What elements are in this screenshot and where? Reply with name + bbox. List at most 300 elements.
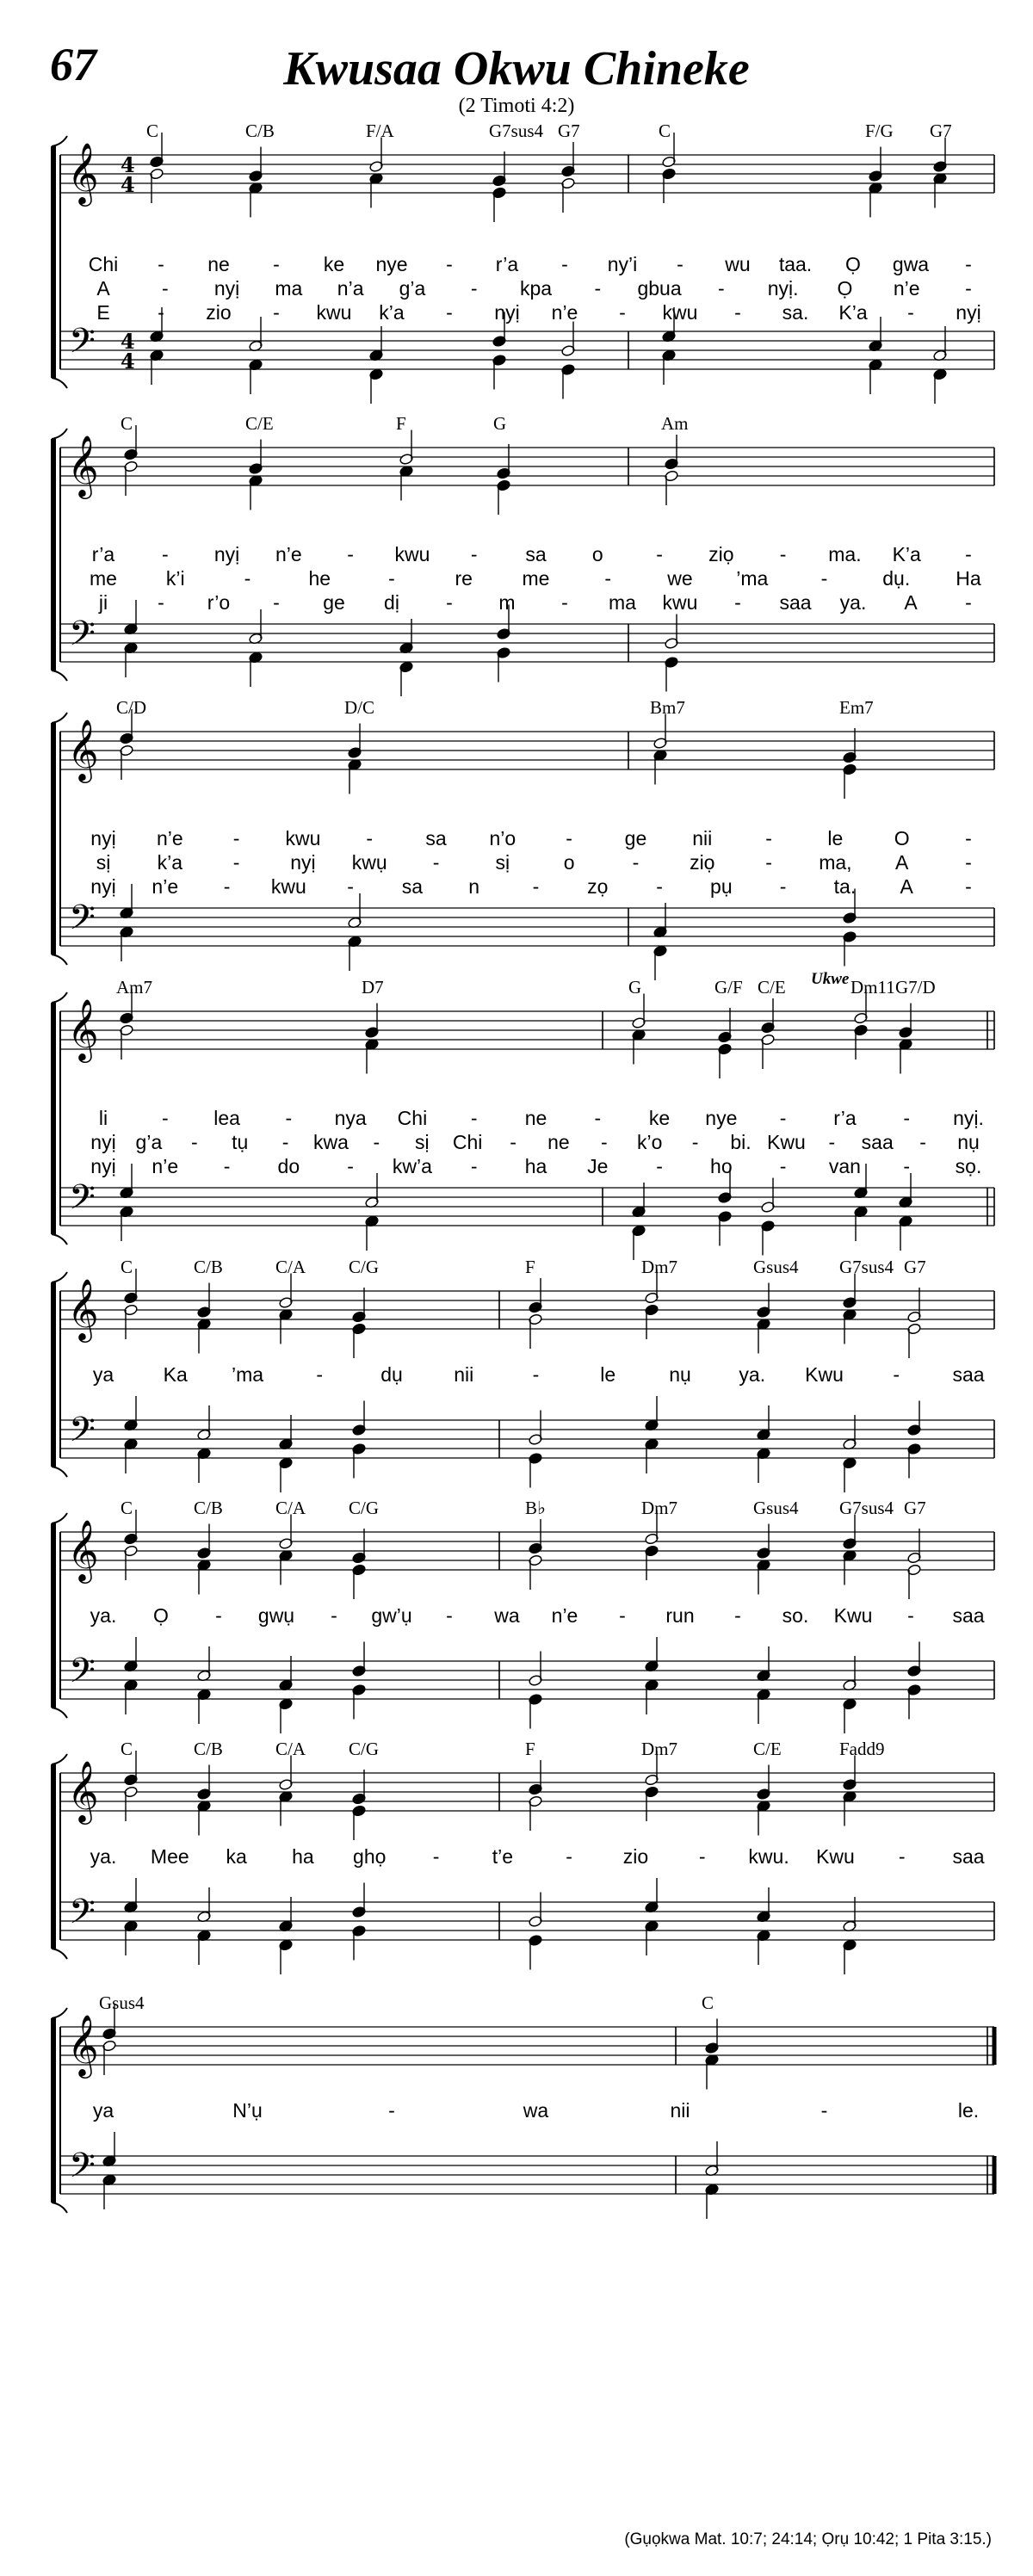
lyric-syllable: kpa <box>519 277 553 300</box>
lyric-syllable: le <box>600 1363 616 1386</box>
treble-clef-icon: 𝄞 <box>67 1277 99 1340</box>
lyric-syllable: A <box>904 591 918 614</box>
lyric-hyphen: - <box>779 875 787 898</box>
lyric-syllable: sị <box>414 1131 430 1153</box>
bass-note <box>561 322 576 357</box>
treble-note <box>662 168 677 203</box>
lyric-syllable: ho <box>710 1155 733 1177</box>
bass-note <box>653 945 668 980</box>
bass-note <box>352 1401 367 1436</box>
lyric-syllable: kwa <box>313 1131 349 1153</box>
lyric-hyphen: - <box>161 1107 169 1129</box>
bass-note <box>120 1164 134 1199</box>
bass-note <box>352 1442 367 1478</box>
bass-note <box>757 1646 771 1682</box>
chord-symbol: G7 <box>904 1257 926 1277</box>
bass-staff <box>60 331 994 369</box>
lyric-hyphen: - <box>898 1845 906 1868</box>
chord-symbol: C/E <box>758 977 786 998</box>
lyric-hyphen: - <box>907 301 914 324</box>
lyric-hyphen: - <box>158 591 164 614</box>
bass-note <box>197 1405 212 1441</box>
lyric-syllable: nyị. <box>767 277 799 300</box>
chord-symbol: G <box>628 977 642 998</box>
bass-note <box>124 1438 139 1473</box>
chord-symbol: Gsus4 <box>99 1992 145 2013</box>
bass-note <box>279 1939 294 1974</box>
lyric-syllable: sa <box>525 543 547 565</box>
bass-note <box>907 1642 922 1677</box>
lyric-syllable: ji <box>98 591 108 614</box>
lyric-syllable: saa <box>952 1363 985 1386</box>
lyric-syllable: ma <box>275 277 303 300</box>
bass-clef-icon: 𝄢 <box>69 1410 96 1458</box>
svg-text:4: 4 <box>121 172 135 197</box>
chord-symbol: Gsus4 <box>753 1498 799 1518</box>
system-bracket <box>52 2008 67 2213</box>
lyric-syllable: wa <box>494 1604 520 1627</box>
chord-symbol: C/G <box>349 1257 380 1277</box>
bass-note <box>120 1206 134 1241</box>
section-marking: Ukwe <box>811 970 850 988</box>
lyric-syllable: ny’i <box>607 253 638 275</box>
lyric-syllable: k’a <box>157 851 182 874</box>
lyric-syllable: nụ <box>669 1363 691 1386</box>
lyric-hyphen: - <box>656 543 663 565</box>
lyric-syllable: le. <box>957 2099 980 2122</box>
treble-note <box>124 1545 139 1580</box>
lyric-syllable: nii <box>454 1363 474 1386</box>
lyric-hyphen: - <box>677 253 684 275</box>
chord-symbol: C/A <box>275 1257 306 1277</box>
lyric-syllable: dị <box>384 591 399 614</box>
chord-symbol: G/F <box>714 977 743 998</box>
bass-note <box>718 1210 733 1245</box>
treble-note <box>854 1024 869 1059</box>
lyric-hyphen: - <box>965 253 972 275</box>
bass-note <box>120 884 134 919</box>
lyric-hyphen: - <box>432 1845 440 1868</box>
lyric-hyphen: - <box>446 591 453 614</box>
lyric-syllable: o <box>563 851 575 874</box>
treble-note <box>645 1545 659 1580</box>
lyric-syllable: bi. <box>730 1131 752 1153</box>
bass-note <box>369 368 384 404</box>
lyric-syllable: ma, <box>819 851 852 874</box>
treble-note <box>492 151 507 187</box>
treble-note <box>124 460 139 496</box>
lyric-syllable: sị <box>495 851 510 874</box>
chord-symbol: Am <box>661 413 689 434</box>
treble-note <box>653 749 668 784</box>
treble-note <box>757 1800 771 1835</box>
bass-note <box>124 600 139 635</box>
chord-symbol: C/B <box>194 1498 223 1518</box>
bass-clef-icon: 𝄢 <box>69 614 96 662</box>
lyric-syllable: r’a <box>91 543 115 565</box>
bass-note <box>197 1646 212 1682</box>
treble-note <box>365 1038 380 1073</box>
lyric-syllable: saa <box>952 1604 985 1627</box>
lyric-syllable: do <box>277 1155 300 1177</box>
lyric-syllable: gbua <box>637 277 682 300</box>
lyric-hyphen: - <box>470 277 478 300</box>
chord-symbol: C/G <box>349 1739 380 1759</box>
lyric-syllable: ya <box>92 1363 114 1386</box>
lyric-syllable: k’a <box>379 301 405 324</box>
music-system <box>34 970 1003 1239</box>
chord-symbol: G7sus4 <box>839 1498 894 1518</box>
bass-note <box>120 926 134 961</box>
lyric-hyphen: - <box>470 543 478 565</box>
lyric-syllable: Kwu <box>767 1131 806 1153</box>
lyric-syllable: zio <box>206 301 232 324</box>
lyric-syllable: ne <box>207 253 230 275</box>
chord-symbol: B♭ <box>525 1498 546 1518</box>
lyric-hyphen: - <box>893 1363 900 1386</box>
lyric-hyphen: - <box>594 277 602 300</box>
bass-note <box>757 1448 771 1483</box>
lyric-hyphen: - <box>470 1155 478 1177</box>
svg-text:4: 4 <box>121 349 135 374</box>
treble-note <box>645 1304 659 1339</box>
music-system <box>34 697 1003 960</box>
lyric-syllable: Ọ <box>845 253 861 275</box>
lyric-syllable: kwu <box>394 543 430 565</box>
treble-note <box>352 1770 367 1805</box>
bass-note <box>529 1893 543 1928</box>
lyric-syllable: E <box>96 301 110 324</box>
lyric-syllable: N’ụ <box>232 2099 263 2122</box>
bass-note <box>665 615 679 650</box>
hymn-number: 67 <box>50 39 96 90</box>
lyric-syllable: kwu <box>270 875 306 898</box>
lyric-syllable: saa <box>779 591 812 614</box>
bass-note <box>352 1642 367 1677</box>
lyric-syllable: Mee <box>150 1845 189 1868</box>
lyric-syllable: saa <box>861 1131 894 1153</box>
lyric-syllable: ke <box>648 1107 671 1129</box>
lyric-syllable: le <box>827 827 844 849</box>
chord-symbol: C <box>121 413 133 434</box>
staff-graphics <box>34 120 1003 383</box>
chord-symbol: C/G <box>349 1498 380 1518</box>
bass-note <box>279 1698 294 1733</box>
lyric-syllable: nyị <box>494 301 520 324</box>
lyric-syllable: lea <box>213 1107 240 1129</box>
lyric-hyphen: - <box>223 875 231 898</box>
bass-note <box>249 609 263 645</box>
lyric-hyphen: - <box>919 1131 926 1153</box>
lyric-hyphen: - <box>965 591 972 614</box>
treble-note <box>352 1288 367 1323</box>
chord-symbol: C <box>121 1739 133 1759</box>
treble-note <box>197 1318 212 1353</box>
treble-note <box>352 1529 367 1564</box>
lyric-syllable: Kwu <box>833 1604 873 1627</box>
lyric-hyphen: - <box>765 851 772 874</box>
lyric-syllable: O <box>894 827 910 849</box>
bass-note <box>124 1396 139 1431</box>
bass-note <box>365 1173 380 1208</box>
lyric-syllable: me <box>90 567 117 590</box>
lyric-syllable: ne <box>524 1107 547 1129</box>
lyric-hyphen: - <box>273 253 280 275</box>
lyric-syllable: A <box>895 851 909 874</box>
lyric-hyphen: - <box>366 827 374 849</box>
treble-note <box>352 1564 367 1599</box>
lyric-syllable: ya. <box>839 591 867 614</box>
lyric-syllable: nya <box>334 1107 367 1129</box>
bass-note <box>529 1652 543 1687</box>
lyric-syllable: nyị <box>90 875 116 898</box>
chord-symbol: Dm11 <box>851 977 895 998</box>
lyric-hyphen: - <box>594 1107 602 1129</box>
lyric-syllable: nii <box>670 2099 690 2122</box>
lyric-hyphen: - <box>561 253 568 275</box>
treble-note <box>718 1008 733 1043</box>
chord-symbol: F/G <box>865 120 894 141</box>
lyric-syllable: gwụ <box>257 1604 295 1627</box>
treble-note <box>645 1786 659 1821</box>
bass-note <box>645 1878 659 1913</box>
treble-note <box>843 728 857 763</box>
treble-note <box>124 1786 139 1821</box>
treble-clef-icon: 𝄞 <box>67 1518 99 1581</box>
bass-clef-icon: 𝄢 <box>69 321 96 369</box>
lyric-syllable: kwu <box>662 591 698 614</box>
bass-note <box>124 642 139 677</box>
lyric-hyphen: - <box>779 1107 787 1129</box>
lyric-syllable: ziọ <box>708 543 734 565</box>
lyric-syllable: sọ. <box>955 1155 982 1177</box>
lyric-syllable: re <box>455 567 473 590</box>
music-system <box>34 120 1003 383</box>
svg-text:4: 4 <box>121 329 135 354</box>
treble-note <box>561 142 576 177</box>
lyric-hyphen: - <box>691 1131 699 1153</box>
lyric-syllable: kwu <box>662 301 698 324</box>
lyric-syllable: kw’a <box>392 1155 432 1177</box>
bass-note <box>197 1887 212 1923</box>
lyric-syllable: n’a <box>337 277 364 300</box>
chord-symbol: Fadd9 <box>839 1739 885 1759</box>
lyric-hyphen: - <box>532 1363 540 1386</box>
bass-note <box>124 1679 139 1714</box>
bass-note <box>632 1225 646 1260</box>
bass-note <box>279 1457 294 1492</box>
chord-symbol: C/B <box>245 120 275 141</box>
lyric-syllable: ’ma <box>736 567 769 590</box>
lyric-syllable: nyị. <box>953 1107 984 1129</box>
treble-note <box>279 1790 294 1825</box>
lyric-syllable: zio <box>622 1845 649 1868</box>
treble-note <box>529 1554 543 1590</box>
lyric-syllable: pụ <box>710 875 733 898</box>
lyric-syllable: kwụ <box>351 851 387 874</box>
lyric-hyphen: - <box>347 543 354 565</box>
lyric-hyphen: - <box>965 875 972 898</box>
lyric-syllable: sa <box>401 875 424 898</box>
chord-symbol: G7sus4 <box>489 120 544 141</box>
lyric-hyphen: - <box>828 1131 836 1153</box>
lyric-hyphen: - <box>532 875 540 898</box>
bass-note <box>705 2184 720 2219</box>
music-system <box>34 1257 1003 1472</box>
treble-note <box>705 2054 720 2089</box>
bass-note <box>348 893 362 929</box>
bass-staff <box>60 2156 994 2194</box>
treble-note <box>843 763 857 799</box>
chord-symbol: D/C <box>344 697 375 718</box>
lyric-hyphen: - <box>965 851 972 874</box>
lyric-hyphen: - <box>331 1604 337 1627</box>
lyric-syllable: n’e <box>275 543 302 565</box>
lyric-syllable: K’a <box>892 543 921 565</box>
chord-symbol: C/D <box>116 697 147 718</box>
treble-note <box>718 1043 733 1078</box>
treble-note <box>907 1529 922 1564</box>
lyric-syllable: Chi <box>88 253 119 275</box>
bass-note <box>869 359 883 394</box>
bass-note <box>854 1206 869 1241</box>
lyric-syllable: li <box>98 1107 108 1129</box>
treble-note <box>492 187 507 222</box>
time-signature-icon <box>121 152 135 197</box>
bass-note <box>907 1683 922 1719</box>
lyric-hyphen: - <box>656 1155 663 1177</box>
chord-symbol: C/E <box>245 413 274 434</box>
lyric-hyphen: - <box>907 1604 914 1627</box>
lyric-syllable: nyị <box>90 1155 116 1177</box>
bass-note <box>365 1215 380 1251</box>
bass-note <box>665 656 679 691</box>
lyric-syllable: sị <box>96 851 111 874</box>
lyric-syllable: n <box>468 875 480 898</box>
lyric-syllable: r’o <box>207 591 231 614</box>
lyric-syllable: nii <box>692 827 713 849</box>
lyric-syllable: Je <box>587 1155 609 1177</box>
lyric-syllable: ma <box>609 591 636 614</box>
lyric-syllable: K’a <box>838 301 868 324</box>
treble-note <box>529 1278 543 1313</box>
treble-note <box>933 172 948 207</box>
svg-text:4: 4 <box>121 152 135 177</box>
bass-note <box>249 652 263 687</box>
chord-symbol: C/B <box>194 1257 223 1277</box>
chord-symbol: Am7 <box>116 977 152 998</box>
bass-note <box>907 1401 922 1436</box>
chord-symbol: C/E <box>753 1739 782 1759</box>
bass-staff <box>60 624 994 662</box>
bass-note <box>249 317 263 352</box>
lyric-syllable: A <box>900 875 913 898</box>
lyric-syllable: t’e <box>492 1845 513 1868</box>
bass-note <box>907 1442 922 1478</box>
lyric-hyphen: - <box>281 1131 289 1153</box>
lyric-syllable: saa <box>952 1845 985 1868</box>
lyric-hyphen: - <box>566 1845 572 1868</box>
bass-note <box>899 1173 913 1208</box>
lyric-hyphen: - <box>215 1604 222 1627</box>
treble-note <box>899 1038 913 1073</box>
bass-note <box>492 354 507 389</box>
bass-note <box>150 349 164 385</box>
lyric-hyphen: - <box>561 591 568 614</box>
lyric-syllable: zọ <box>587 875 609 898</box>
bass-note <box>124 1878 139 1913</box>
chord-symbol: G7 <box>904 1498 926 1518</box>
chord-symbol: C <box>121 1498 133 1518</box>
chord-symbol: G7 <box>558 120 580 141</box>
chord-symbol: Gsus4 <box>753 1257 799 1277</box>
lyric-syllable: gw’ụ <box>371 1604 412 1627</box>
lyric-hyphen: - <box>656 875 663 898</box>
music-system <box>34 413 1003 676</box>
lyric-syllable: Kwu <box>805 1363 844 1386</box>
lyric-hyphen: - <box>446 253 453 275</box>
lyric-syllable: n’e <box>551 301 578 324</box>
treble-note <box>843 1308 857 1344</box>
lyric-hyphen: - <box>779 543 787 565</box>
treble-note <box>279 1308 294 1344</box>
bass-note <box>348 936 362 971</box>
lyric-hyphen: - <box>619 301 626 324</box>
bass-note <box>843 1457 857 1492</box>
treble-note <box>102 2040 117 2075</box>
treble-staff <box>60 1011 994 1049</box>
lyric-syllable: he <box>308 567 331 590</box>
chord-symbol: F/A <box>366 120 394 141</box>
bass-note <box>399 661 414 696</box>
lyric-syllable: wa <box>523 2099 549 2122</box>
bass-note <box>352 1883 367 1918</box>
lyric-syllable: nyị <box>90 1131 116 1153</box>
lyric-syllable: kwu <box>316 301 352 324</box>
music-system <box>34 1739 1003 1954</box>
treble-clef-icon: 𝄞 <box>67 1759 99 1822</box>
treble-staff <box>60 155 994 193</box>
chord-symbol: Bm7 <box>650 697 685 718</box>
chord-symbol: Dm7 <box>641 1498 677 1518</box>
bass-note <box>352 1683 367 1719</box>
chord-symbol: C <box>146 120 159 141</box>
lyric-hyphen: - <box>566 827 572 849</box>
chord-symbol: C <box>702 1992 714 2013</box>
lyric-syllable: we <box>667 567 693 590</box>
music-system <box>34 1992 1003 2208</box>
lyric-syllable: ne <box>547 1131 570 1153</box>
lyric-hyphen: - <box>244 567 251 590</box>
lyric-syllable: Chi <box>397 1107 428 1129</box>
system-bracket <box>52 1272 67 1477</box>
treble-note <box>757 1559 771 1594</box>
lyric-syllable: sa. <box>782 301 809 324</box>
treble-note <box>907 1288 922 1323</box>
bass-note <box>869 317 883 352</box>
lyric-hyphen: - <box>347 875 354 898</box>
lyric-hyphen: - <box>604 567 612 590</box>
bass-note <box>843 930 857 966</box>
lyric-syllable: ya. <box>90 1845 117 1868</box>
bass-note <box>561 363 576 398</box>
bass-note <box>645 1438 659 1473</box>
lyric-syllable: wu <box>725 253 751 275</box>
lyric-syllable: dụ <box>380 1363 403 1386</box>
chord-symbol: Dm7 <box>641 1257 677 1277</box>
system-bracket <box>52 1754 67 1959</box>
lyric-hyphen: - <box>632 851 640 874</box>
